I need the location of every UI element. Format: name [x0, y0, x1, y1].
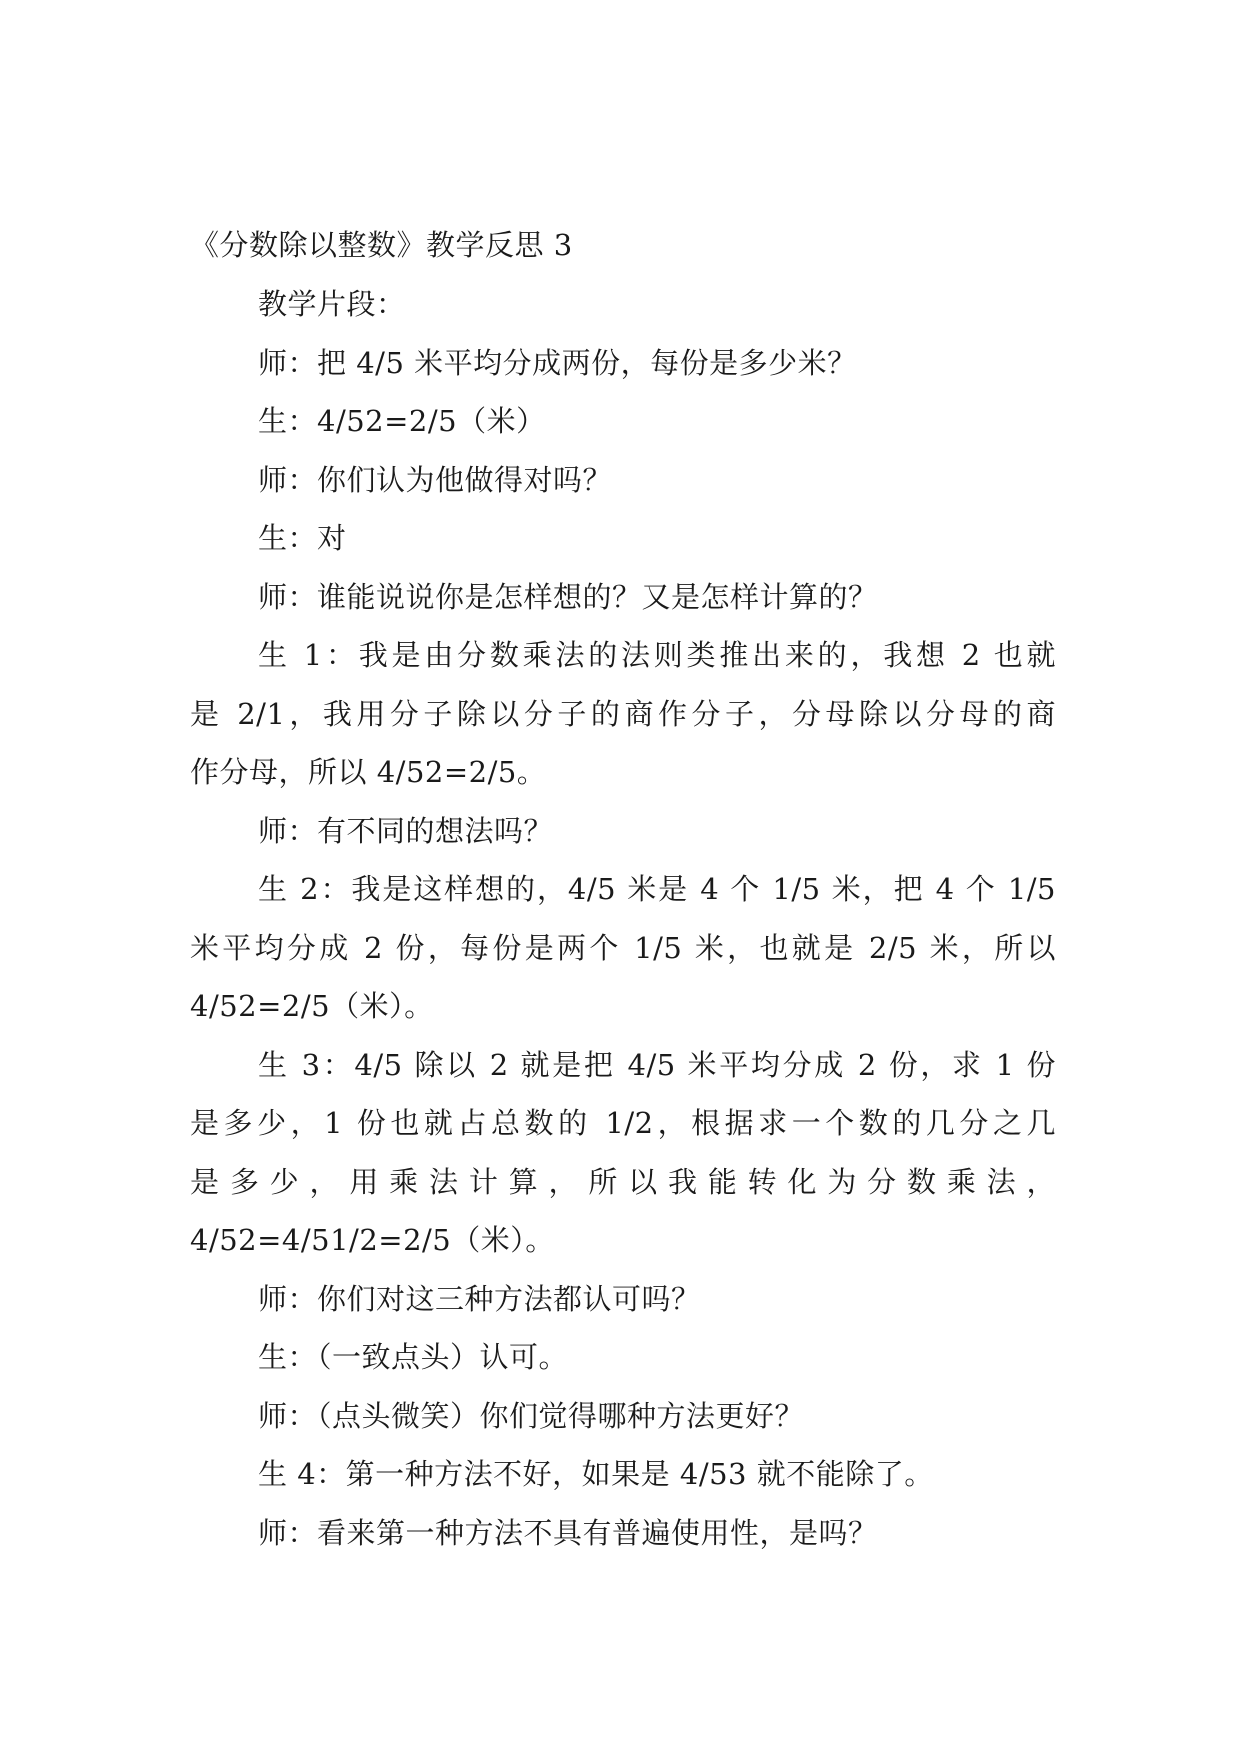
text-line: 教学片段： [258, 287, 406, 321]
text-line: 师：看来第一种方法不具有普遍使用性，是吗？ [258, 1515, 878, 1550]
text-line: 师：你们对这三种方法都认可吗？ [258, 1281, 701, 1316]
text-line: 生 4：第一种方法不好，如果是 4/53 就不能除了。 [258, 1457, 934, 1491]
text-line: 生：4/52=2/5（米） [258, 404, 546, 438]
text-line: 4/52=2/5（米）。 [190, 989, 434, 1023]
text-line: 是 多 少 ， 用 乘 法 计 算 ， 所 以 我 能 转 化 为 分 数 乘 法 ， [190, 1164, 1056, 1199]
text-line: 生 3：4/5 除以 2 就是把 4/5 米平均分成 2 份，求 1 份 [258, 1047, 1056, 1082]
text-line: 生：对 [258, 521, 347, 555]
text-line: 师：谁能说说你是怎样想的？又是怎样计算的？ [258, 579, 878, 614]
document-body [190, 216, 1056, 1562]
text-line: 4/52=4/51/2=2/5（米）。 [190, 1223, 555, 1257]
text-line: 师：（点头微笑）你们觉得哪种方法更好？ [258, 1398, 805, 1433]
text-line: 是 2/1，我用分子除以分子的商作分子，分母除以分母的商 [190, 696, 1056, 731]
text-line: 师：把 4/5 米平均分成两份，每份是多少米？ [258, 345, 857, 380]
text-line: 师：你们认为他做得对吗？ [258, 462, 613, 497]
text-line: 作分母，所以 4/52=2/5。 [190, 755, 547, 789]
text-line: 生 1：我是由分数乘法的法则类推出来的，我想 2 也就 [258, 638, 1056, 672]
text-line: 师：有不同的想法吗？ [258, 813, 554, 848]
document-title: 《分数除以整数》教学反思 3 [190, 228, 573, 262]
text-line: 生：（一致点头）认可。 [258, 1340, 569, 1374]
document-lines [190, 275, 1056, 1562]
text-line: 是多少，1 份也就占总数的 1/2，根据求一个数的几分之几 [190, 1106, 1056, 1140]
text-line: 米平均分成 2 份，每份是两个 1/5 米，也就是 2/5 米，所以 [190, 930, 1056, 965]
text-line: 生 2：我是这样想的，4/5 米是 4 个 1/5 米，把 4 个 1/5 [258, 872, 1056, 906]
